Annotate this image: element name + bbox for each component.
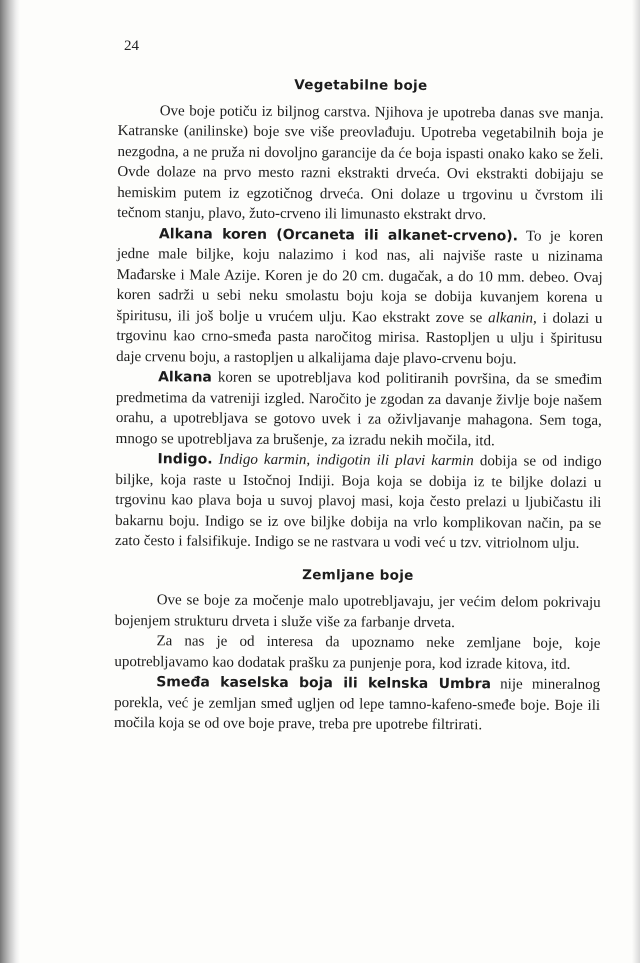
paragraph-italic: Indigo karmin, indigotin ili plavi karmin	[218, 451, 474, 470]
paragraph-body: To je koren jedne male biljke, koju nalazimo i kod nas, ali najviše raste u nizinama Mađarske i Male Azije. Koren je do 20 cm. dugačak, a do 10 mm. debeo. Ovaj koren sadrži u sebi neku smolastu boju koja se dobija kuvanjem korena u špiritusu, ili još bolje u vrućem ulju. Kao ekstrakt zove se	[116, 227, 604, 326]
paragraph-heading: Smeđa kaselska boja ili kelnska Umbra	[156, 674, 492, 693]
paragraph	[116, 367, 602, 452]
paragraph	[114, 672, 600, 736]
paragraph	[115, 590, 601, 634]
paragraph-heading: Alkana koren (Orcaneta ili alkanet-crveno).	[158, 225, 519, 244]
paragraph-body: Za nas je od interesa da upoznamo neke zemljane boje, koje upotrebljavamo kao dodatak prašku za punjenje pora, kod izrade kitova, itd.	[114, 633, 601, 673]
paragraph-heading: Indigo.	[157, 451, 213, 468]
paragraph	[117, 100, 604, 226]
paragraph	[115, 449, 602, 554]
page-text	[114, 64, 604, 736]
paragraph	[114, 631, 600, 675]
paragraph-body-continued: i dolazi u trgovinu kao crno-smeđa pasta naročitog mirisa. Rastopljen u ulju i špiritusu daje crvenu boju, a rastopljen u alkalijama daje plavo-crvenu boju.	[116, 310, 603, 367]
paragraph-body: Ove boje potiču iz biljnog carstva. Njihova je upotreba danas sve manja. Katranske (anilinske) boje sve više preovlađuju. Upotreba vegetabilnih boja je nezgodna, a ne pruža ni dovoljno garanciјe da će boja ispasti onako kako se želi. Ovde dolaze na prvo mesto razni ekstrakti drveća. Ovi ekstrakti dobijaju se hemiskim putem iz egzotičnog drveća. Oni dolaze u trgovinu u čvrstom ili tečnom stanju, plavo, žuto-crveno ili limunasto ekstrakt drvo.	[117, 102, 604, 224]
section-title-vegetabilne-boje: Vegetabilne boje	[294, 77, 428, 94]
paragraph-heading: Alkana	[158, 369, 212, 386]
book-spine-shadow	[0, 0, 20, 963]
paragraph	[116, 223, 603, 369]
paragraph-body: Ove se boje za močenje malo upotrebljavaju, jer većim delom pokrivaju bojenjem strukturu drveta i služe više za farbanje drveta.	[114, 592, 601, 631]
paragraph-body: dobija se od indigo biljke, koja raste u Istočnoj Indiji. Boja koja se dobija iz te biljke dolazi u trgovinu kao plava boja u suvoj plavoj masi, koja često prelazi u ljubičastu ili bakarnu boju. Indigo se iz ove biljke dobija na vrlo komplikovan način, pa se zato često i falsifikuje. Indigo se ne rastvara u vodi već u tzv. vitriolnom ulju.	[115, 453, 602, 552]
paragraph-italic: alkanin,	[488, 309, 537, 327]
paragraph-body: koren se upotrebljava kod politiranih površina, da se smeđim predmetima da vatreniji izgled. Naročito je zgodan za davanje življe boje našem orahu, a upotrebljava se gotovo uvek i za oživljavanje mahagona. Sem toga, mnogo se upotrebljava za brušenje, za izradu nekih močila, itd.	[115, 369, 603, 449]
section-title-zemljane-boje: Zemljane boje	[302, 566, 414, 584]
page-number: 24	[124, 38, 139, 54]
paragraph-body: nije mineralnog porekla, već je zemljan smeđ ugljen od lepe tamno-kafeno-smeđe boje. Boje ili močila koja se od ove boje prave, treba pre upotrebe filtrirati.	[113, 676, 601, 734]
page-edge-shadow	[632, 0, 640, 963]
